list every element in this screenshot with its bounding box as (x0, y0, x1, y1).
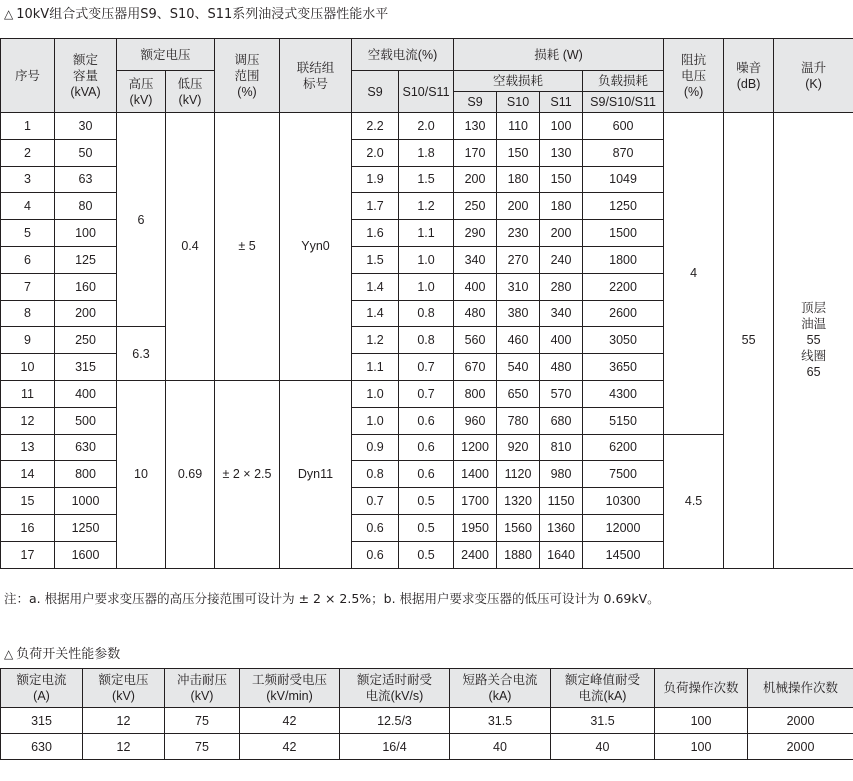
header-rated-voltage: 额定电压 (117, 39, 215, 71)
cell-nll-s10: 200 (497, 193, 540, 220)
cell-seq: 7 (1, 273, 55, 300)
cell-capacity: 315 (55, 354, 117, 381)
cell-nlc-s9: 0.6 (352, 541, 399, 568)
cell-seq: 1 (1, 113, 55, 140)
cell-temp-rise: 顶层 油温 55 线圈 65 (774, 113, 853, 569)
cell-nll-s10: 1320 (497, 488, 540, 515)
cell-nll-s9: 130 (454, 113, 497, 140)
cell-nll-s9: 800 (454, 380, 497, 407)
cell-seq: 10 (1, 354, 55, 381)
cell-load-loss: 12000 (583, 514, 664, 541)
cell-nlc-s10s11: 0.6 (399, 461, 454, 488)
table-note: 注：a. 根据用户要求变压器的高压分接范围可设计为 ± 2 × 2.5%；b. 根据用户要求变压器的低压可设计为 0.69kV。 (4, 591, 660, 606)
switch-cell: 630 (1, 734, 83, 760)
switch-header-1: 额定电压 (kV) (83, 669, 165, 708)
switch-cell: 315 (1, 708, 83, 734)
cell-load-loss: 3050 (583, 327, 664, 354)
cell-nlc-s10s11: 0.7 (399, 380, 454, 407)
cell-seq: 11 (1, 380, 55, 407)
cell-load-loss: 5150 (583, 407, 664, 434)
switch-header-8: 机械操作次数 (748, 669, 853, 708)
switch-header-7: 负荷操作次数 (655, 669, 748, 708)
switch-cell: 75 (165, 734, 240, 760)
cell-nlc-s10s11: 0.8 (399, 327, 454, 354)
header-vector-group: 联结组 标号 (280, 39, 352, 113)
switch-header-5: 短路关合电流 (kA) (450, 669, 551, 708)
cell-capacity: 100 (55, 220, 117, 247)
cell-nll-s11: 480 (540, 354, 583, 381)
cell-nll-s11: 680 (540, 407, 583, 434)
switch-cell: 12.5/3 (340, 708, 450, 734)
cell-seq: 13 (1, 434, 55, 461)
cell-nll-s11: 100 (540, 113, 583, 140)
cell-nll-s9: 480 (454, 300, 497, 327)
switch-cell: 31.5 (450, 708, 551, 734)
cell-tap-range: ± 2 × 2.5 (215, 380, 280, 568)
cell-nlc-s9: 1.7 (352, 193, 399, 220)
cell-vector-group: Yyn0 (280, 113, 352, 381)
cell-nll-s11: 570 (540, 380, 583, 407)
cell-vector-group: Dyn11 (280, 380, 352, 568)
cell-nll-s11: 1150 (540, 488, 583, 515)
cell-nll-s11: 130 (540, 139, 583, 166)
cell-nll-s11: 340 (540, 300, 583, 327)
cell-hv: 6 (117, 113, 166, 327)
cell-nll-s9: 200 (454, 166, 497, 193)
cell-nll-s10: 460 (497, 327, 540, 354)
cell-seq: 8 (1, 300, 55, 327)
table-row (1, 734, 853, 760)
cell-nll-s11: 180 (540, 193, 583, 220)
cell-nlc-s10s11: 0.6 (399, 434, 454, 461)
cell-nll-s11: 400 (540, 327, 583, 354)
cell-nlc-s9: 1.4 (352, 273, 399, 300)
cell-capacity: 125 (55, 246, 117, 273)
switch-cell: 42 (240, 708, 340, 734)
cell-nll-s10: 230 (497, 220, 540, 247)
header-lv: 低压 (kV) (166, 71, 215, 113)
cell-nlc-s10s11: 0.7 (399, 354, 454, 381)
cell-nll-s11: 810 (540, 434, 583, 461)
cell-nll-s11: 150 (540, 166, 583, 193)
cell-load-loss: 2200 (583, 273, 664, 300)
header-nll-s9: S9 (454, 92, 497, 113)
cell-capacity: 1600 (55, 541, 117, 568)
cell-hv: 6.3 (117, 327, 166, 381)
table-row (1, 708, 853, 734)
cell-seq: 16 (1, 514, 55, 541)
cell-capacity: 80 (55, 193, 117, 220)
cell-nll-s11: 240 (540, 246, 583, 273)
cell-nll-s9: 290 (454, 220, 497, 247)
cell-capacity: 500 (55, 407, 117, 434)
cell-nlc-s9: 1.1 (352, 354, 399, 381)
cell-seq: 15 (1, 488, 55, 515)
cell-nll-s10: 650 (497, 380, 540, 407)
cell-nlc-s9: 0.9 (352, 434, 399, 461)
cell-nll-s9: 170 (454, 139, 497, 166)
cell-nlc-s9: 2.2 (352, 113, 399, 140)
switch-cell: 75 (165, 708, 240, 734)
cell-nll-s10: 380 (497, 300, 540, 327)
cell-load-loss: 1800 (583, 246, 664, 273)
switch-cell: 16/4 (340, 734, 450, 760)
cell-nll-s10: 180 (497, 166, 540, 193)
cell-load-loss: 7500 (583, 461, 664, 488)
cell-nlc-s9: 1.2 (352, 327, 399, 354)
cell-seq: 4 (1, 193, 55, 220)
cell-nll-s10: 1880 (497, 541, 540, 568)
cell-seq: 3 (1, 166, 55, 193)
cell-capacity: 50 (55, 139, 117, 166)
section-title-transformer (4, 5, 388, 24)
cell-lv: 0.4 (166, 113, 215, 381)
switch-header-3: 工频耐受电压 (kV/min) (240, 669, 340, 708)
table-row (1, 113, 853, 140)
header-nll-s10: S10 (497, 92, 540, 113)
cell-nll-s10: 780 (497, 407, 540, 434)
cell-capacity: 200 (55, 300, 117, 327)
cell-nlc-s9: 0.7 (352, 488, 399, 515)
cell-load-loss: 1250 (583, 193, 664, 220)
cell-nlc-s9: 0.8 (352, 461, 399, 488)
header-loss: 损耗 (W) (454, 39, 664, 71)
cell-nll-s11: 280 (540, 273, 583, 300)
header-no-load-loss: 空载损耗 (454, 71, 583, 92)
cell-tap-range: ± 5 (215, 113, 280, 381)
cell-capacity: 400 (55, 380, 117, 407)
cell-nlc-s9: 0.6 (352, 514, 399, 541)
transformer-spec-table (0, 38, 853, 569)
cell-load-loss: 10300 (583, 488, 664, 515)
section-title-switch (4, 645, 120, 664)
cell-seq: 2 (1, 139, 55, 166)
switch-cell: 42 (240, 734, 340, 760)
cell-seq: 17 (1, 541, 55, 568)
cell-nll-s9: 2400 (454, 541, 497, 568)
header-nlc-s10s11: S10/S11 (399, 71, 454, 113)
cell-load-loss: 6200 (583, 434, 664, 461)
cell-nll-s10: 150 (497, 139, 540, 166)
cell-nll-s10: 920 (497, 434, 540, 461)
header-tap-range: 调压 范围 (%) (215, 39, 280, 113)
cell-nlc-s9: 1.9 (352, 166, 399, 193)
cell-load-loss: 4300 (583, 380, 664, 407)
cell-nlc-s10s11: 1.0 (399, 273, 454, 300)
cell-load-loss: 14500 (583, 541, 664, 568)
cell-nlc-s10s11: 1.2 (399, 193, 454, 220)
switch-header-0: 额定电流 (A) (1, 669, 83, 708)
cell-load-loss: 870 (583, 139, 664, 166)
cell-nlc-s10s11: 1.8 (399, 139, 454, 166)
header-load-loss: 负载损耗 (583, 71, 664, 92)
cell-impedance: 4.5 (664, 434, 724, 568)
cell-lv: 0.69 (166, 380, 215, 568)
cell-nlc-s9: 2.0 (352, 139, 399, 166)
cell-nll-s9: 1400 (454, 461, 497, 488)
cell-load-loss: 1500 (583, 220, 664, 247)
cell-nlc-s10s11: 1.5 (399, 166, 454, 193)
cell-nll-s9: 960 (454, 407, 497, 434)
cell-nlc-s9: 1.4 (352, 300, 399, 327)
cell-nll-s10: 1560 (497, 514, 540, 541)
cell-capacity: 1250 (55, 514, 117, 541)
cell-nlc-s9: 1.0 (352, 407, 399, 434)
header-temp-rise: 温升 (K) (774, 39, 853, 113)
cell-load-loss: 3650 (583, 354, 664, 381)
switch-cell: 100 (655, 708, 748, 734)
cell-nll-s11: 200 (540, 220, 583, 247)
cell-seq: 5 (1, 220, 55, 247)
switch-cell: 40 (450, 734, 551, 760)
cell-nlc-s10s11: 0.5 (399, 514, 454, 541)
cell-nll-s10: 540 (497, 354, 540, 381)
cell-seq: 12 (1, 407, 55, 434)
switch-header-6: 额定峰值耐受 电流(kA) (551, 669, 655, 708)
cell-nlc-s10s11: 0.5 (399, 541, 454, 568)
cell-nlc-s9: 1.0 (352, 380, 399, 407)
cell-capacity: 630 (55, 434, 117, 461)
cell-nlc-s10s11: 0.5 (399, 488, 454, 515)
cell-nll-s9: 1700 (454, 488, 497, 515)
switch-cell: 2000 (748, 734, 853, 760)
cell-nll-s11: 1360 (540, 514, 583, 541)
cell-nll-s9: 400 (454, 273, 497, 300)
cell-nlc-s9: 1.6 (352, 220, 399, 247)
header-noise: 噪音 (dB) (724, 39, 774, 113)
cell-capacity: 250 (55, 327, 117, 354)
cell-nll-s9: 560 (454, 327, 497, 354)
switch-cell: 12 (83, 734, 165, 760)
cell-impedance: 4 (664, 113, 724, 435)
section-title-text: 10kV组合式变压器用S9、S10、S11系列油浸式变压器性能水平 (16, 7, 389, 22)
cell-hv: 10 (117, 380, 166, 568)
cell-capacity: 1000 (55, 488, 117, 515)
switch-cell: 2000 (748, 708, 853, 734)
cell-capacity: 63 (55, 166, 117, 193)
switch-header-4: 额定适时耐受 电流(kV/s) (340, 669, 450, 708)
header-nll-s11: S11 (540, 92, 583, 113)
header-no-load-current: 空载电流(%) (352, 39, 454, 71)
cell-load-loss: 2600 (583, 300, 664, 327)
cell-nlc-s10s11: 1.0 (399, 246, 454, 273)
cell-nlc-s10s11: 0.6 (399, 407, 454, 434)
load-switch-table (0, 668, 853, 760)
cell-nll-s10: 1120 (497, 461, 540, 488)
cell-nll-s11: 1640 (540, 541, 583, 568)
cell-nll-s9: 670 (454, 354, 497, 381)
triangle-icon: △ (4, 7, 14, 21)
cell-nll-s10: 310 (497, 273, 540, 300)
cell-nlc-s10s11: 1.1 (399, 220, 454, 247)
switch-header-2: 冲击耐压 (kV) (165, 669, 240, 708)
cell-nll-s9: 1200 (454, 434, 497, 461)
header-nlc-s9: S9 (352, 71, 399, 113)
switch-cell: 40 (551, 734, 655, 760)
cell-noise: 55 (724, 113, 774, 569)
header-impedance: 阻抗 电压 (%) (664, 39, 724, 113)
cell-nll-s9: 1950 (454, 514, 497, 541)
cell-nll-s11: 980 (540, 461, 583, 488)
switch-cell: 31.5 (551, 708, 655, 734)
cell-nll-s9: 250 (454, 193, 497, 220)
cell-load-loss: 600 (583, 113, 664, 140)
cell-seq: 9 (1, 327, 55, 354)
cell-capacity: 30 (55, 113, 117, 140)
header-ll-all: S9/S10/S11 (583, 92, 664, 113)
cell-nll-s10: 270 (497, 246, 540, 273)
cell-load-loss: 1049 (583, 166, 664, 193)
header-seq: 序号 (1, 39, 55, 113)
cell-capacity: 160 (55, 273, 117, 300)
cell-nlc-s9: 1.5 (352, 246, 399, 273)
switch-cell: 12 (83, 708, 165, 734)
cell-capacity: 800 (55, 461, 117, 488)
header-hv: 高压 (kV) (117, 71, 166, 113)
section-title-text: 负荷开关性能参数 (16, 647, 121, 662)
header-capacity: 额定 容量 (kVA) (55, 39, 117, 113)
triangle-icon: △ (4, 647, 14, 661)
cell-seq: 6 (1, 246, 55, 273)
cell-nlc-s10s11: 2.0 (399, 113, 454, 140)
cell-nll-s9: 340 (454, 246, 497, 273)
cell-seq: 14 (1, 461, 55, 488)
cell-nll-s10: 110 (497, 113, 540, 140)
cell-nlc-s10s11: 0.8 (399, 300, 454, 327)
switch-cell: 100 (655, 734, 748, 760)
